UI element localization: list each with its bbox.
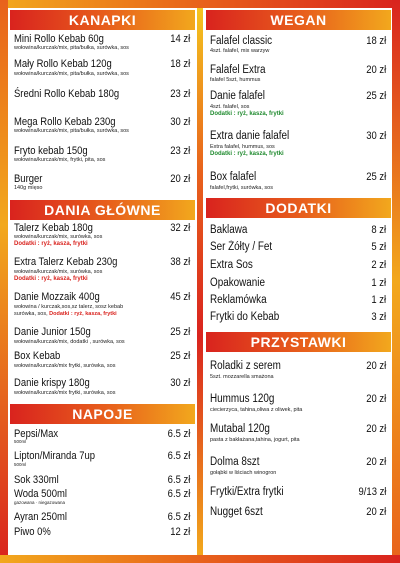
item-name: Extra Talerz Kebab 230g	[14, 256, 118, 268]
column-divider	[197, 8, 203, 555]
item-name: Piwo 0%	[14, 526, 51, 538]
item-desc: wołowina / kurczak,sos,sz talerz, sosz kebab	[14, 304, 124, 310]
item-price: 18 zł	[170, 58, 190, 70]
item-desc: 5szt. mozzarella smażona	[210, 374, 274, 380]
item-price: 8 zł	[371, 224, 386, 236]
item-desc: falafel 5szt, hummus	[210, 77, 261, 83]
item-name: Frytki/Extra frytki	[210, 486, 284, 498]
item-name: Mutabal 120g	[210, 423, 270, 435]
item-price: 23 zł	[170, 88, 190, 100]
item-desc: wołowina/kurczak/mix, pita/bułka, surówka, sos	[14, 45, 129, 51]
item-name: Roladki z serem	[210, 360, 281, 372]
item-price: 6.5 zł	[167, 474, 190, 486]
section-title-napoje: NAPOJE	[10, 404, 195, 424]
item-desc: ciecierzyca, tahina,oliwa z oliwek, pita	[210, 407, 303, 413]
item-desc: wołowina/kurczak/mix, surówka, sos	[14, 269, 103, 275]
left-border	[0, 0, 8, 563]
section-title-dania: DANIA GŁÓWNE	[10, 200, 195, 220]
item-price: 6.5 zł	[167, 450, 190, 462]
item-price: 20 zł	[366, 393, 386, 405]
item-name: Danie Mozzaik 400g	[14, 291, 100, 303]
item-price: 6.5 zł	[167, 511, 190, 523]
item-price: 1 zł	[371, 277, 386, 289]
item-name: Hummus 120g	[210, 393, 275, 405]
item-price: 20 zł	[366, 506, 386, 518]
item-price: 20 zł	[366, 360, 386, 372]
item-name: Danie falafel	[210, 90, 265, 102]
item-desc: wołowina/kurczak/mix, pita/bułka, surówka, sos	[14, 71, 129, 77]
item-extras: Dodatki : ryż, kasza, frytki	[14, 241, 88, 247]
item-price: 20 zł	[366, 64, 386, 76]
item-name: Pepsi/Max	[14, 428, 59, 440]
item-name: Mały Rollo Kebab 120g	[14, 58, 112, 70]
item-price: 1 zł	[371, 294, 386, 306]
item-price: 9/13 zł	[358, 486, 386, 498]
item-desc: pasta z bakłażana,tahina, jogurt, pita	[210, 437, 300, 443]
item-price: 18 zł	[366, 35, 386, 47]
item-desc: wołowina/kurczak/mix, frytki, pita, sos	[14, 157, 106, 163]
item-price: 20 zł	[170, 173, 190, 185]
item-desc-2: surówka, sos, Dodatki : ryż, kasza, frytki	[14, 311, 117, 317]
item-name: Falafel Extra	[210, 64, 266, 76]
item-name: Extra Sos	[210, 259, 253, 271]
section-title-dodatki: DODATKI	[206, 198, 391, 218]
item-name: Lipton/Miranda 7up	[14, 450, 96, 462]
item-name: Nugget 6szt	[210, 506, 263, 518]
top-border	[0, 0, 400, 8]
item-desc: gołąbki w liściach winogron	[210, 470, 277, 476]
item-desc: falafel,frytki, surówka, sos	[210, 185, 273, 191]
item-name: Talerz Kebab 180g	[14, 222, 93, 234]
item-name: Burger	[14, 173, 43, 185]
item-name: Danie krispy 180g	[14, 377, 90, 389]
item-desc: wołowina/kurczak/mix, dodatki , surówka, sos	[14, 339, 125, 345]
item-name: Danie Junior 150g	[14, 326, 91, 338]
item-price: 23 zł	[170, 145, 190, 157]
item-price: 32 zł	[170, 222, 190, 234]
item-name: Ser Żółty / Fet	[210, 241, 273, 253]
item-desc: 140g mięso	[14, 185, 43, 191]
item-name: Falafel classic	[210, 35, 273, 47]
item-price: 2 zł	[371, 259, 386, 271]
item-price: 25 zł	[170, 326, 190, 338]
item-name: Sok 330ml	[14, 474, 59, 486]
item-price: 25 zł	[366, 90, 386, 102]
item-name: Ayran 250ml	[14, 511, 67, 523]
item-price: 20 zł	[366, 423, 386, 435]
item-price: 25 zł	[366, 171, 386, 183]
item-name: Opakowanie	[210, 277, 265, 289]
item-price: 20 zł	[366, 456, 386, 468]
section-title-wegan: WEGAN	[206, 10, 391, 30]
item-extras: Dodatki : ryż, kasza, frytki	[210, 111, 284, 117]
item-name: Woda 500ml	[14, 488, 67, 500]
item-name: Fryto kebab 150g	[14, 145, 88, 157]
item-name: Mini Rollo Kebab 60g	[14, 33, 104, 45]
item-desc: 500ml	[14, 462, 27, 467]
item-name: Baklawa	[210, 224, 248, 236]
item-desc: gazowana · niegazowana	[14, 500, 66, 505]
item-price: 3 zł	[371, 311, 386, 323]
item-desc: wołowina/kurczak/mix, pita/bułka, surówka, sos	[14, 128, 129, 134]
item-desc: wołowina/kurczak/mix, surówka, sos	[14, 234, 103, 240]
section-title-przystawki: PRZYSTAWKI	[206, 332, 391, 352]
item-desc: Extra falafel, hummus, sos	[210, 144, 275, 150]
item-desc: wołowina/kurczak/mix frytki, surówka, sos	[14, 363, 116, 369]
item-price: 14 zł	[170, 33, 190, 45]
item-name: Frytki do Kebab	[210, 311, 280, 323]
item-desc: 500ml	[14, 439, 27, 444]
item-desc: wołowina/kurczak/mix frytki, surówka, sos	[14, 390, 116, 396]
item-desc: 4szt. falafel, mix warzyw	[210, 48, 270, 54]
bottom-border	[0, 555, 400, 563]
item-name: Reklamówka	[210, 294, 267, 306]
item-price: 45 zł	[170, 291, 190, 303]
item-name: Box Kebab	[14, 350, 61, 362]
item-name: Box falafel	[210, 171, 257, 183]
item-price: 5 zł	[371, 241, 386, 253]
item-price: 25 zł	[170, 350, 190, 362]
item-price: 6.5 zł	[167, 428, 190, 440]
item-price: 30 zł	[170, 377, 190, 389]
item-extras: Dodatki : ryż, kasza, frytki	[210, 151, 284, 157]
item-name: Mega Rollo Kebab 230g	[14, 116, 116, 128]
item-price: 6.5 zł	[167, 488, 190, 500]
item-price: 30 zł	[170, 116, 190, 128]
item-price: 30 zł	[366, 130, 386, 142]
section-title-kanapki: KANAPKI	[10, 10, 195, 30]
item-desc: 4szt. falafel, sos	[210, 104, 250, 110]
item-name: Extra danie falafel	[210, 130, 290, 142]
item-extras: Dodatki : ryż, kasza, frytki	[14, 276, 88, 282]
item-name: Średni Rollo Kebab 180g	[14, 88, 120, 100]
item-price: 38 zł	[170, 256, 190, 268]
item-price: 12 zł	[170, 526, 190, 538]
item-name: Dolma 8szt	[210, 456, 260, 468]
right-border	[392, 0, 400, 563]
